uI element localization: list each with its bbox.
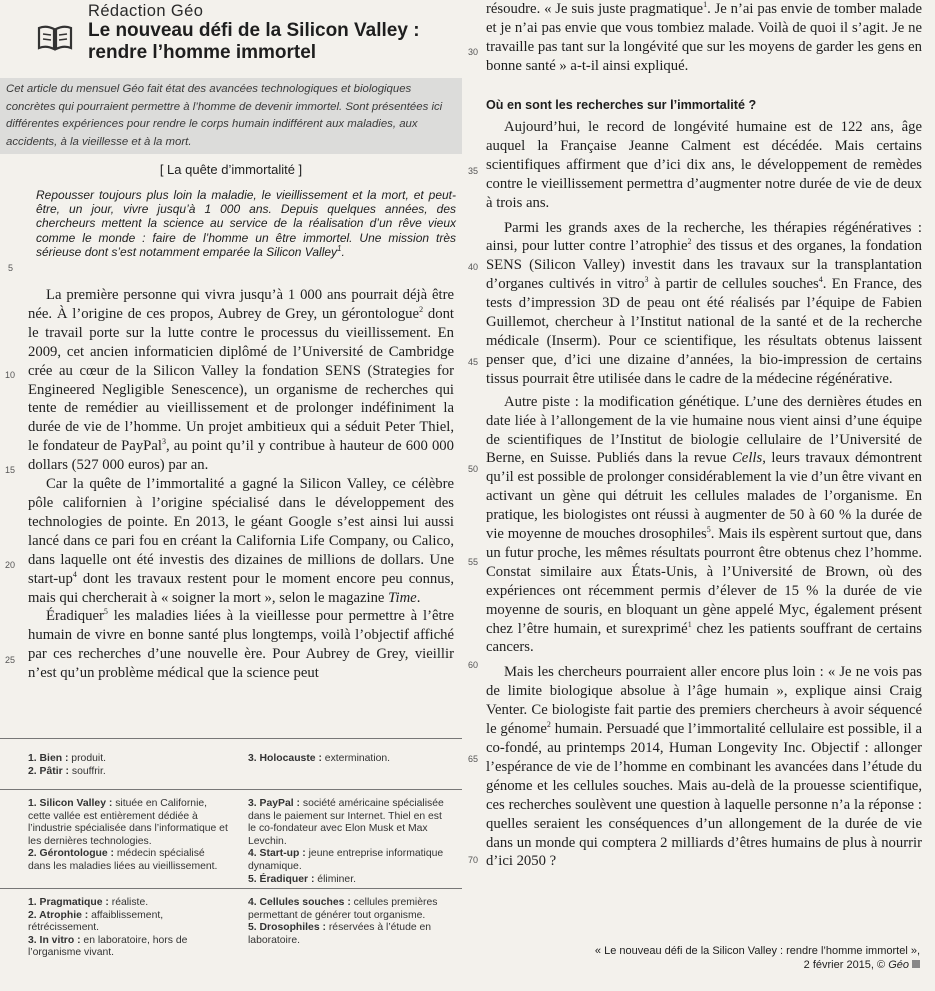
- left-body-text: [28, 286, 454, 683]
- footnotes-col: [28, 753, 228, 778]
- footnote-item: 2. Pâtir : souffrir.: [28, 765, 106, 777]
- footnotes-box-1: [0, 738, 462, 789]
- footnotes-col: [248, 897, 448, 947]
- article-title: [88, 20, 448, 64]
- footnote-item: 3. In vitro : en laboratoire, hors de l’organisme vivant.: [28, 934, 188, 959]
- footnotes-box-3: [0, 888, 462, 965]
- footnote-item: 1. Bien : produit.: [28, 753, 106, 764]
- line-number: 35: [468, 166, 479, 176]
- intro-text: Cet article du mensuel Géo fait état des avancées technologiques et biologiques concrètes qui pourraient permettre à l’homme de devenir immortel. Sont présentées ici différentes expériences pour rendre le corps humain indifférent aux maladies, aux accidents, à la vieillesse et à la mort.: [6, 83, 443, 148]
- lead-text: Repousser toujours plus loin la maladie, le vieillissement et la mort, et peut-être, un jour, vivre jusqu’à 1 000 ans. Depuis quelques années, des chercheurs mettent la science au service de la réalisation d’un rêve vieux comme le monde : faire de l’homme un être immortel. Une mission très sérieuse dont s’est notamment emparée la Silicon Valley: [36, 188, 456, 259]
- intro-box: [0, 78, 462, 154]
- body-paragraph: Éradiquer$^5$ les maladies liées à la vieillesse pour permettre à l’être humain de vivre en bonne santé plus longtemps, voilà l’objectif affiché par ces recherches d’une nouvelle ère. Pour Aubrey de Grey, vieillir n’est qu’un problème médical que la science peut: [28, 607, 454, 682]
- section-subheading: Où en sont les recherches sur l’immortalité ?: [486, 98, 757, 112]
- footnotes-box-2: [0, 789, 462, 890]
- body-paragraph: Aujourd’hui, le record de longévité humaine est de 122 ans, âge auquel la Française Jeanne Calment est décédée. Mais certains scientifiques affirment que d’ici dix ans, le développement de remèdes contre le vieillissement permettra d’augmenter notre durée de vie de deux à trois ans.: [486, 119, 922, 211]
- right-body-top: [486, 0, 922, 76]
- line-number: 25: [5, 655, 16, 665]
- footnote-item: 4. Start-up : jeune entreprise informatique dynamique.: [248, 848, 444, 872]
- line-number: 65: [468, 754, 479, 764]
- footnote-item: 1. Silicon Valley : située en Californie, cette vallée est entièrement dédiée à l’industrie spécialisée dans l’informatique et les dernières technologies.: [28, 798, 228, 847]
- line-number: 10: [5, 370, 16, 380]
- footnotes-col: [248, 798, 448, 886]
- line-number: 50: [468, 464, 479, 474]
- footnote-item: 4. Cellules souches : cellules premières permettant de générer tout organisme.: [248, 897, 438, 921]
- body-paragraph: Car la quête de l’immortalité a gagné la Silicon Valley, ce célèbre pôle californien à l’origine spécialisé dans le développement des technologies de pointe. En 2013, le géant Google s’est ainsi lui aussi lancé dans ce pari fou en créant la California Life Company, ou Calico, dans laquelle ont été investis des dizaines de millions de dollars. Une start-$up^4$ dont les travaux restent pour le moment encore peu connus, mais qui chercherait à « soigner la mort », selon le magazine Time.: [28, 476, 454, 606]
- source-credit: [486, 944, 920, 972]
- footnotes-col: [248, 753, 448, 766]
- end-square-icon: [912, 960, 920, 968]
- section-title: [ La quête d’immortalité ]: [159, 162, 303, 177]
- line-number: 5: [8, 263, 14, 273]
- footnote-item: 5. Drosophiles : réservées à l’étude en laboratoire.: [248, 922, 432, 946]
- line-number: 30: [468, 47, 479, 57]
- line-number: 40: [468, 262, 479, 272]
- body-paragraph: La première personne qui vivra jusqu’à 1 000 ans pourrait déjà être née. À l’origine de ces propos, Aubrey de Grey, un gérontologue$^2$ dont le travail porte sur la lutte contre le processus du vieillissement. En 2009, cet ancien informaticien diplômé de l’Université de Cambridge crée au cœur de la Silicon Valley la fondation SENS (Strategies for Engineered Negligible Senescence), un organisme de recherches qui tente de remédier au vieillissement et de prolonger indéfiniment la durée de vie de l’homme. Un projet ambitieux qui a séduit Peter Thiel, le fondateur de PayPal$^3$, au point qu’il y contribue à hauteur de 600 000 dollars (527 000 euros) par an.: [28, 287, 454, 474]
- right-body-text: [486, 118, 922, 871]
- footnotes-col: [28, 897, 228, 960]
- line-number: 15: [5, 465, 16, 475]
- footnote-item: 5. Éradiquer : éliminer.: [248, 873, 356, 885]
- footnote-item: 3. Holocauste : extermination.: [248, 753, 391, 764]
- rubric-label: Rédaction Géo: [88, 2, 204, 20]
- body-paragraph: résoudre. « Je suis juste pragmatique$^1$. Je n’ai pas envie de tomber malade et je n’ai pas envie que vous tombiez malade. Voilà de quoi il s’agit. Je ne travaille pas tant sur la longévité que sur les moyens de garder les gens en bonne santé » a-t-il ainsi expliqué.: [486, 0, 922, 74]
- line-number: 55: [468, 557, 479, 567]
- credit-line2: 2 février 2015, © Géo: [486, 958, 920, 972]
- article-title-line1: Le nouveau défi de la Silicon Valley :: [88, 20, 420, 41]
- body-paragraph: Mais les chercheurs pourraient aller encore plus loin : « Je ne vois pas de limite biologique absolue à l’âge humain », explique ainsi Craig Venter. Ce biologiste fait partie des premiers chercheurs à avoir séquencé le génome$^2$ humain. Persuadé que l’immortalité cellulaire est possible, il a co-fondé, au printemps 2014, Human Longevity Inc. Objectif : allonger l’espérance de vie de l’homme en combinant les avancées dans l’étude du génome et les cellules souches. Mais au-delà de la prouesse scientifique, ces recherches soulèvent une question à laquelle personne n’a la réponse : quelles seraient les conséquences d’un allongement de la durée de vie dans un monde qui comptera 2 milliards d’êtres humains de plus à nourrir d’ici 2050 ?: [486, 664, 923, 870]
- line-number: 20: [5, 560, 16, 570]
- article-title-line2: rendre l’homme immortel: [88, 42, 317, 63]
- footnote-item: 2. Atrophie : affaiblissement, rétrécissement.: [28, 909, 164, 934]
- open-book-icon: [36, 24, 74, 52]
- footnotes-col: [28, 798, 228, 874]
- credit-line1: « Le nouveau défi de la Silicon Valley : rendre l’homme immortel »,: [594, 945, 920, 957]
- line-number: 70: [468, 855, 479, 865]
- footnote-item: 1. Pragmatique : réaliste.: [28, 897, 149, 908]
- line-number: 45: [468, 357, 479, 367]
- body-paragraph: Parmi les grands axes de la recherche, les thérapies régénératives : ainsi, pour lutter contre l’atrophie$^2$ des tissus et des organes, la fondation SENS (Silicon Valley) investit dans les travaux sur la transplantation d’organes cultivés in vitro$^3$ à partir de cellules souches$^4$. En France, des tests d’impression 3D de peau ont été réalisés par l’équipe de Fabien Guillemot, chercheur à l’Institut national de la santé et de la recherche médicale (Inserm). Pour ce scientifique, les résultats obtenus laissent penser que, d’ici une dizaine d’années, la bio-impression de certains tissus pourrait être utilisée dans le cadre de la médecine régénérative.: [486, 219, 922, 387]
- footnote-item: 3. PayPal : société américaine spécialisée dans le paiement sur Internet. Thiel en est le co-fondateur avec Elon Musk et Max Levchin.: [248, 798, 444, 847]
- body-paragraph: Autre piste : la modification génétique. L’une des dernières études en date liée à l’allongement de la vie humaine nous vient ainsi d’une équipe de scientifiques de l’Institut de biologie cellulaire de l’Université de Berne, en Suisse. Publiés dans la revue Cells, leurs travaux démontrent qu’il est possible de prolonger considérablement la vie d’un être vivant en activant un gène qui détruit les cellules malades de l’organisme. En pratique, les biologistes ont réussi à augmenter de 50 à 60 % la durée de vie moyenne de mouches drosophiles$^5$. Mais ils espèrent surtout que, dans un futur proche, les mêmes résultats pourront être obtenus chez l’homme. Constat similaire aux États-Unis, à l’Université de Brown, où des expériences ont récemment permis d’élever de 15 % la durée de vie moyenne de souris, en bloquant un gène appelé Myc, également présent chez l’être humain, et surexprimé$^1$ chez les patients souffrant de certains cancers.: [486, 393, 922, 656]
- footnote-item: 2. Gérontologue : médecin spécialisé dans les maladies liées au vieillissement.: [28, 848, 218, 872]
- line-number: 60: [468, 660, 479, 670]
- footnote-ref: 1: [337, 243, 342, 253]
- lead-paragraph: Repousser toujours plus loin la maladie, le vieillissement et la mort, et peut-être, un jour, vivre jusqu’à 1 000 ans. Depuis quelques années, des chercheurs mettent la science au service de la réalisation d’un rêve vieux comme le monde : faire de l’homme un être immortel. Une mission très sérieuse dont s’est notamment emparée la Silicon Valley$^1$.: [36, 188, 456, 259]
